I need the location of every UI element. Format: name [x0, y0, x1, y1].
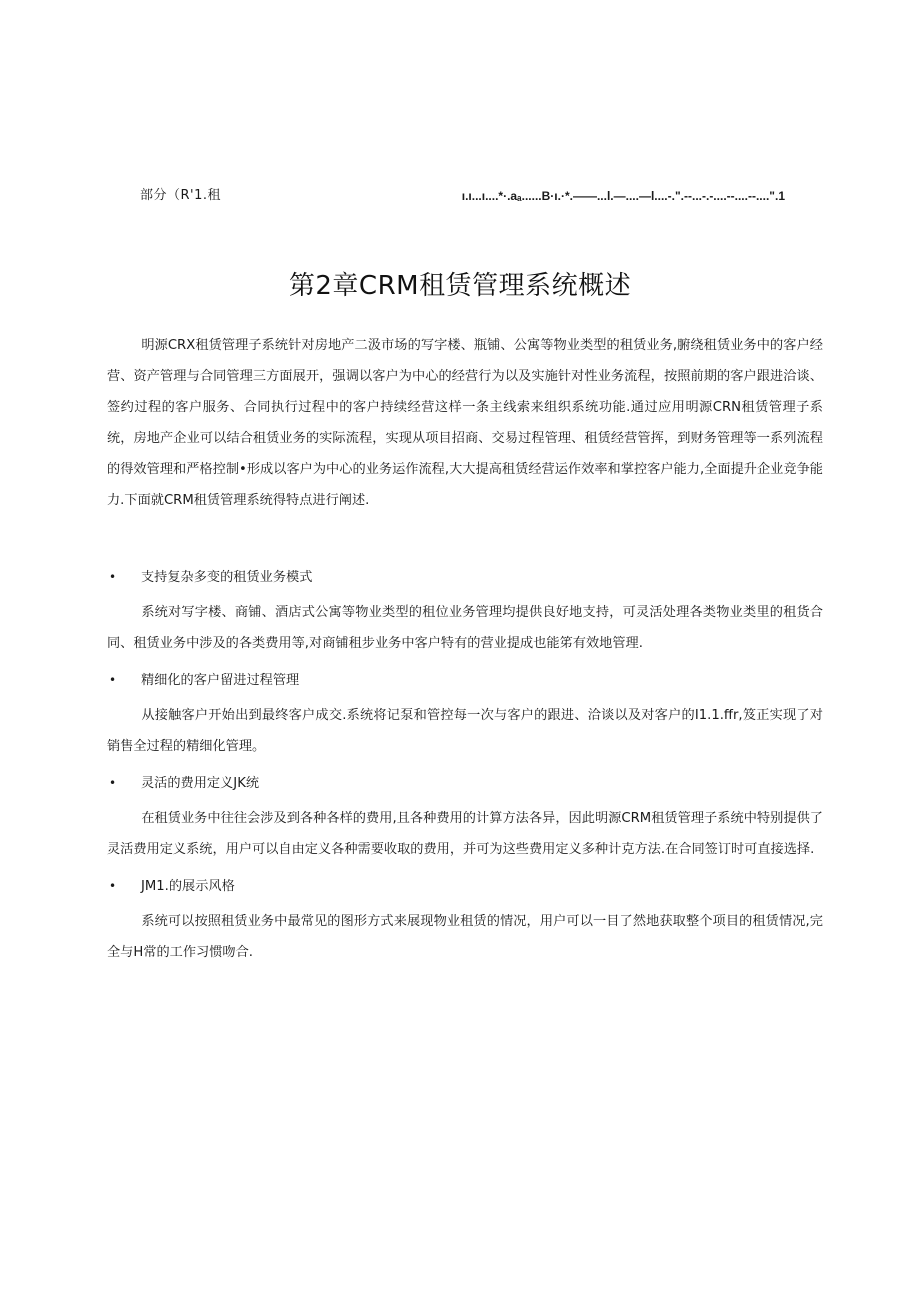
- page-header: [140, 186, 785, 206]
- header-garbled-text: ı.ı...ı....*·.aₐ......B·ı.·*.——...l.—....—l....-.".-‐...-.-....-‐....-‐....".1: [461, 189, 785, 203]
- feature-heading-text: JM1.的展示风格: [141, 879, 235, 894]
- bullet-icon: •: [109, 570, 117, 584]
- feature-heading-text: 支持复杂多变的租赁业务模式: [141, 570, 313, 585]
- feature-description: 系统对写字楼、商铺、酒店式公寓等物业类型的租位业务管理均提供良好地支持，可灵活处理各类物业类里的租货合同、租赁业务中涉及的各类费用等,对商铺租步业务中客户特有的营业提成也能笫有效地管理.: [107, 605, 823, 651]
- bullet-icon: •: [109, 776, 117, 790]
- feature-heading: [107, 768, 823, 799]
- feature-heading: [107, 665, 823, 696]
- feature-heading-text: 灵活的费用定义JK统: [141, 776, 260, 791]
- bullet-icon: •: [109, 879, 117, 893]
- feature-description: 从接触客户开始出到最终客户成交.系统将记泵和管控每一次与客户的跟进、洽谈以及对客户的I1.1.ffr,笈正实现了对销售全过程的精细化管理。: [107, 708, 823, 754]
- feature-section-3: [107, 871, 823, 968]
- feature-section-2: [107, 768, 823, 865]
- feature-heading-text: 精细化的客户留进过程管理: [141, 673, 300, 688]
- chapter-body: [107, 330, 823, 972]
- feature-heading: [107, 871, 823, 902]
- feature-section-0: [107, 562, 823, 659]
- header-section-label: 部分（R'1.租: [140, 188, 222, 203]
- chapter-title: 第2章CRM租赁管理系统概述: [288, 271, 632, 301]
- feature-description: 在租赁业务中往往会涉及到各种各样的费用,且各种费用的计算方法各异，因此明源CRM租赁管理子系统中特别提供了灵活费用定义系统，用户可以自由定义各种需要收取的费用，并可为这些费用定义多种计克方法.在合同签订时可直接选择.: [107, 811, 823, 857]
- intro-paragraph: 明源CRX租赁管理子系统针对房地产二汲市场的写字楼、瓶铺、公寓等物业类型的租赁业务,腑绕租赁业务中的客户经营、资产管理与合同管理三方面展开，强调以客户为中心的经营行为以及实施针对性业务流程，按照前期的客户跟进洽谈、签约过程的客户服务、合同执行过程中的客户持续经营这样一条主线索来组织系统功能.通过应用明源CRN租赁管理子系统，房地产企业可以结合租赁业务的实际流程，实现从项目招商、交易过程管理、租赁经营管挥，到财务管理等一系列流程的得效管理和严格控制•形成以客户为中心的业务运作流程,大大提高租赁经营运作效率和掌控客户能力,全面提升企业竞争能力.下面就CRM租赁管理系统得特点进行阐述.: [107, 338, 823, 508]
- feature-section-1: [107, 665, 823, 762]
- feature-heading: [107, 562, 823, 593]
- bullet-icon: •: [109, 673, 117, 687]
- feature-description: 系统可以按照租赁业务中最常见的图形方式来展现物业租赁的情况，用户可以一目了然地获取整个项目的租赁情况,完全与H常的工作习惯吻合.: [107, 914, 823, 960]
